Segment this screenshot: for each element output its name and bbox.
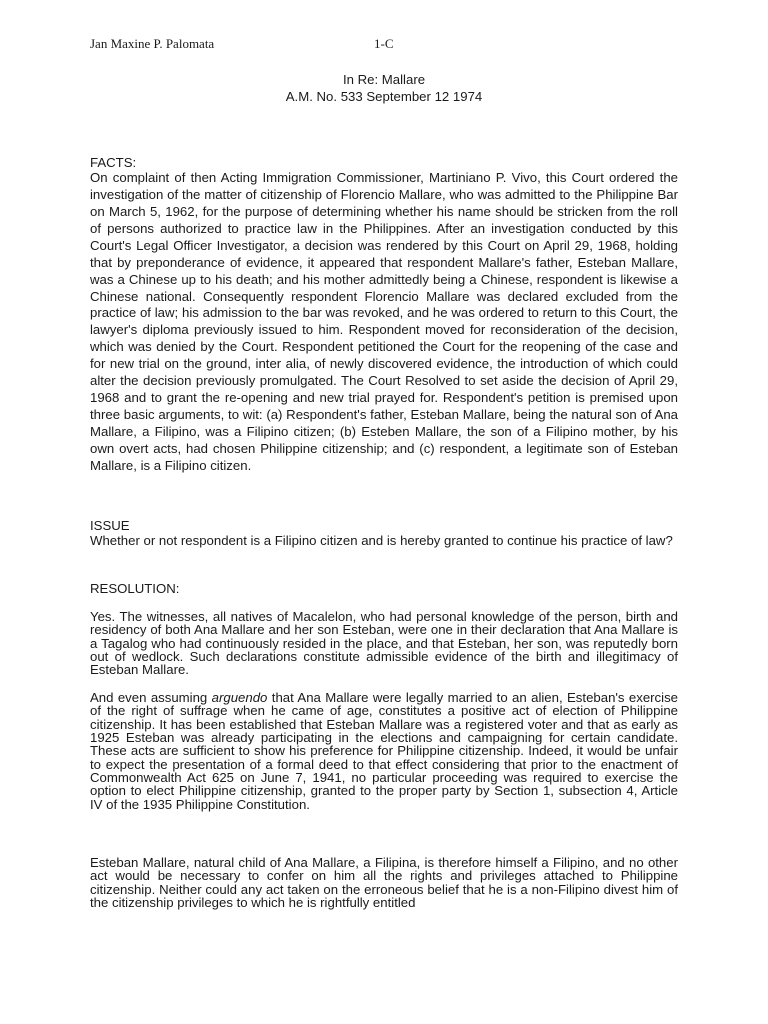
resolution-heading: RESOLUTION:: [90, 581, 180, 597]
case-title: [90, 71, 678, 105]
issue-heading: ISSUE: [90, 518, 130, 534]
facts-paragraph: On complaint of then Acting Immigration Commissioner, Martiniano P. Vivo, this Court ordered the investigation of the matter of citizenship of Florencio Mallare, who was admitted to the Philippine Bar on March 5, 1962, for the purpose of determining whether his name should be stricken from the roll of persons authorized to practice law in the Philippines. After an investigation conducted by this Court's Legal Officer Investigator, a decision was rendered by this Court on April 29, 1968, holding that by preponderance of evidence, it appeared that respondent Mallare's father, Esteban Mallare, was a Chinese up to his death; and his mother admittedly being a Chinese, respondent is likewise a Chinese national. Consequently respondent Florencio Mallare was declared excluded from the practice of law; his admission to the bar was revoked, and he was ordered to return to this Court, the lawyer's diploma previously issued to him. Respondent moved for reconsideration of the decision, which was denied by the Court. Respondent petitioned the Court for the reopening of the case and for new trial on the ground, inter alia, of newly discovered evidence, the introduction of which could alter the decision previously promulgated. The Court Resolved to set aside the decision of April 29, 1968 and to grant the re-opening and new trial prayed for. Respondent's petition is premised upon three basic arguments, to wit: (a) Respondent's father, Esteban Mallare, being the natural son of Ana Mallare, a Filipino, was a Filipino citizen; (b) Esteben Mallare, the son of a Filipino mother, by his own overt acts, had chosen Philippine citizenship; and (c) respondent, a legitimate son of Esteban Mallare, is a Filipino citizen.: [90, 170, 678, 473]
case-number: A.M. No. 533 September 12 1974: [285, 89, 483, 104]
resolution-paragraph-arguendo: [90, 691, 678, 811]
author-name: Jan Maxine P. Palomata: [90, 36, 215, 51]
section-label: 1-C: [374, 36, 394, 51]
italic-term: arguendo: [211, 690, 268, 706]
paragraph-rest-text: that Ana Mallare were legally married to an alien, Esteban's exercise of the right of suffrage when he came of age, constitutes a positive act of election of Philippine citizenship. It has been established that Esteban Mallare was a registered voter and that as early as 1925 Esteban was already participating in the elections and campaigning for certain candidate. These acts are sufficient to show his preference for Philippine citizenship. Indeed, it would be unfair to expect the presentation of a formal deed to that effect considering that prior to the enactment of Commonwealth Act 625 on June 7, 1941, no particular proceeding was required to exercise the option to elect Philippine citizenship, granted to the proper party by Section 1, subsection 4, Article IV of the 1935 Philippine Constitution.: [90, 690, 678, 812]
case-name: In Re: Mallare: [342, 72, 426, 87]
page-header: [90, 36, 690, 56]
paragraph-lead-text: And even assuming: [90, 690, 208, 706]
resolution-paragraph-conclusion: Esteban Mallare, natural child of Ana Mallare, a Filipina, is therefore himself a Filipino, and no other act would be necessary to confer on him all the rights and privileges attached to Philippine citizenship. Neither could any act taken on the erroneous belief that he is a non-Filipino divest him of the citizenship privileges to which he is rightfully entitled: [90, 855, 678, 911]
resolution-paragraph: Yes. The witnesses, all natives of Macalelon, who had personal knowledge of the person, birth and residency of both Ana Mallare and her son Esteban, were one in their declaration that Ana Mallare is a Tagalog who had continuously resided in the place, and that Esteban, her son, was reputedly born out of wedlock. Such declarations constitute admissible evidence of the birth and illegitimacy of Esteban Mallare.: [90, 609, 678, 678]
facts-heading: FACTS:: [90, 155, 137, 171]
issue-paragraph: Whether or not respondent is a Filipino citizen and is hereby granted to continue his practice of law?: [90, 533, 673, 549]
